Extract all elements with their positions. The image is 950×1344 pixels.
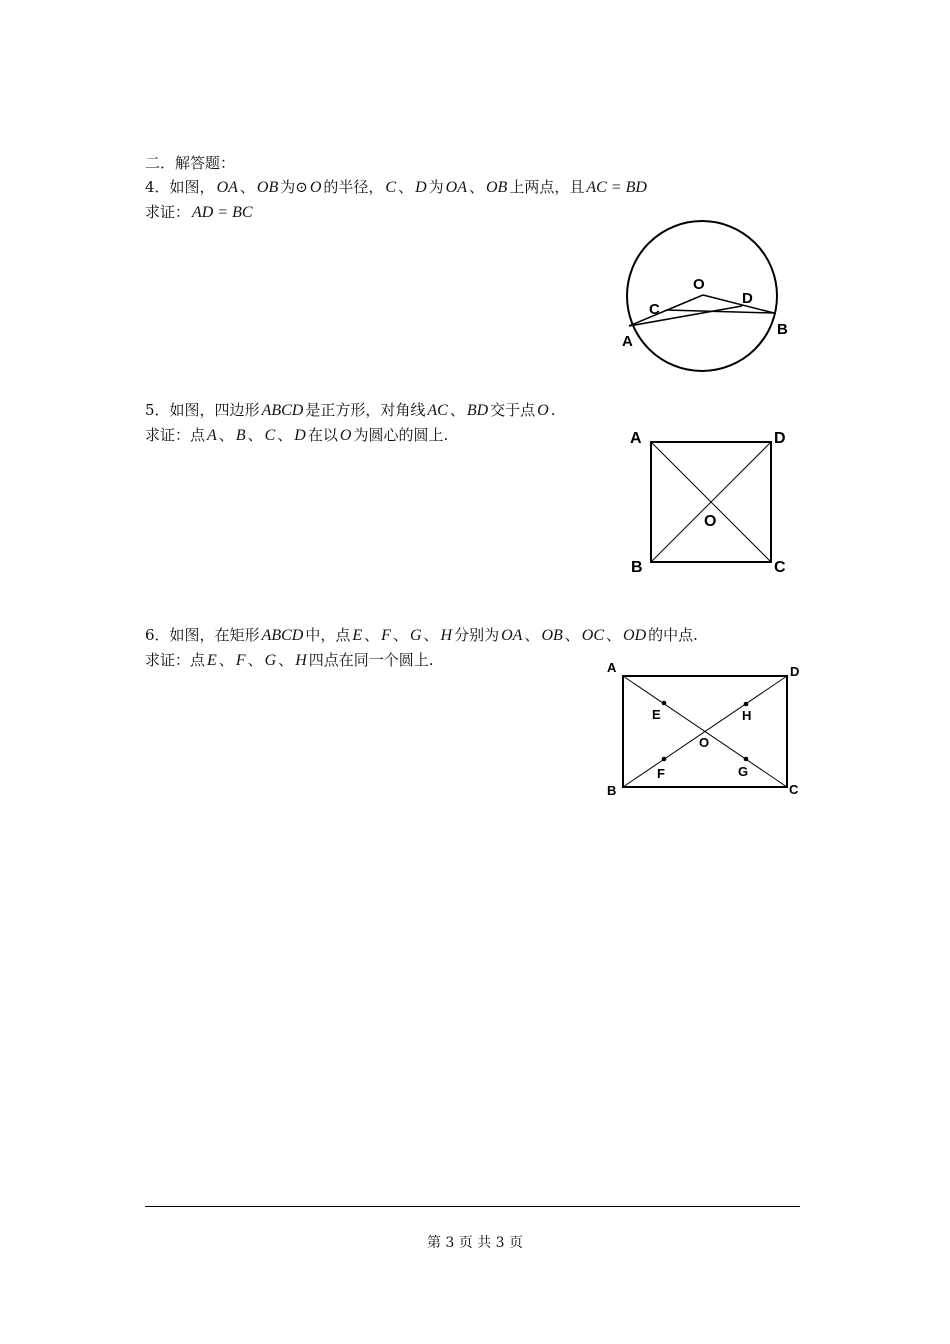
q4-label-C: C bbox=[649, 301, 660, 318]
q6-label-B: B bbox=[607, 783, 617, 798]
q6-point-F bbox=[662, 757, 667, 762]
q4-label-A: A bbox=[622, 333, 633, 350]
q5-statement: 5．如图，四边形 ABCD 是正方形，对角线 AC 、 BD 交于点 O . bbox=[145, 401, 556, 419]
q6-label-H: H bbox=[742, 708, 752, 723]
q6-figure bbox=[604, 658, 804, 803]
q5-label-B: B bbox=[631, 559, 643, 576]
q5-label-A: A bbox=[630, 430, 642, 447]
q4-figure bbox=[620, 220, 810, 375]
q5-label-O: O bbox=[704, 513, 717, 530]
q6-label-D: D bbox=[790, 664, 800, 679]
q5-figure bbox=[625, 425, 800, 580]
q6-label-G: G bbox=[738, 764, 749, 779]
q5-proof: 求证：点 A 、 B 、 C 、 D 在以 O 为圆心的圆上. bbox=[145, 426, 449, 444]
q6-label-F: F bbox=[657, 766, 665, 781]
q6-proof: 求证：点 E 、 F 、 G 、 H 四点在同一个圆上. bbox=[145, 651, 434, 669]
q6-point-H bbox=[744, 702, 749, 707]
footer-rule bbox=[145, 1206, 800, 1207]
q4-statement: 4．如图， OA 、 OB 为⊙ O 的半径， C 、 D 为 OA 、 OB 上两点，且 AC = BD bbox=[145, 178, 647, 196]
q6-label-E: E bbox=[652, 707, 661, 722]
q6-label-C: C bbox=[789, 782, 799, 797]
q5-label-D: D bbox=[774, 430, 786, 447]
q4-proof: 求证： AD = BC bbox=[145, 203, 253, 221]
q4-label-B: B bbox=[777, 321, 788, 338]
q6-statement: 6．如图，在矩形 ABCD 中，点 E 、 F 、 G 、 H 分别为 OA 、 OB 、 OC 、 OD 的中点. bbox=[145, 626, 698, 644]
q4-segment-AD bbox=[629, 306, 742, 326]
section-title: 二．解答题： bbox=[145, 154, 236, 172]
q6-point-E bbox=[662, 701, 667, 706]
page-footer: 第 3 页 共 3 页 bbox=[426, 1235, 524, 1251]
q6-point-G bbox=[744, 757, 749, 762]
q6-label-O: O bbox=[699, 735, 710, 750]
q4-label-O: O bbox=[693, 276, 705, 293]
q5-label-C: C bbox=[774, 559, 786, 576]
q4-label-D: D bbox=[742, 290, 753, 307]
q6-label-A: A bbox=[607, 660, 617, 675]
